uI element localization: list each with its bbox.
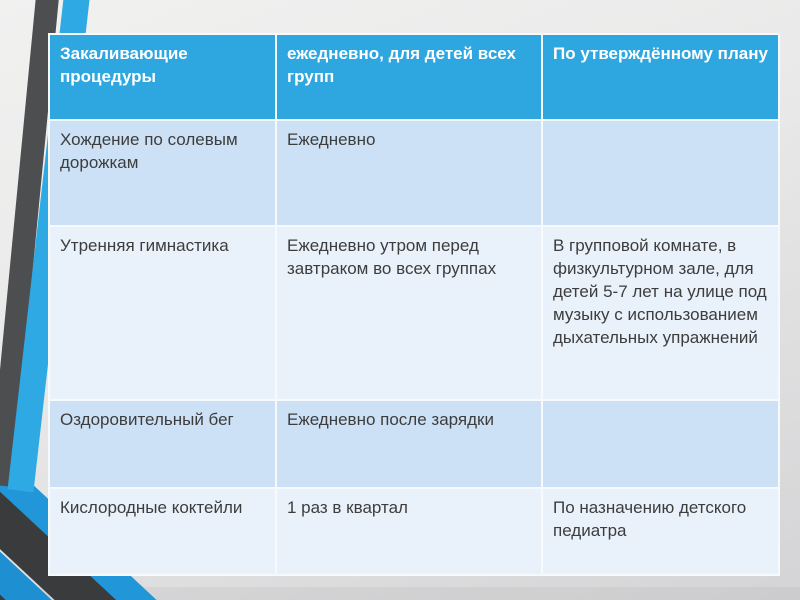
table-row: [50, 401, 778, 487]
table-cell: Ежедневно утром перед завтраком во всех группах: [277, 227, 541, 399]
table-cell: [543, 121, 778, 225]
table-header-row: [50, 35, 778, 119]
table-cell: Кислородные коктейли: [50, 489, 275, 574]
table-cell: В групповой комнате, в физкультурном зале, для детей 5-7 лет на улице под музыку с использованием дыхательных упражнений: [543, 227, 778, 399]
procedures-table: [48, 33, 780, 576]
table-row: [50, 121, 778, 225]
table-cell: По назначению детского педиатра: [543, 489, 778, 574]
table-cell: Оздоровительный бег: [50, 401, 275, 487]
column-header-approved-plan: По утверждённому плану: [543, 35, 778, 119]
table-cell: [543, 401, 778, 487]
table-cell: Утренняя гимнастика: [50, 227, 275, 399]
table-row: [50, 489, 778, 574]
column-header-procedures: Закаливающие процедуры: [50, 35, 275, 119]
table-cell: Ежедневно после зарядки: [277, 401, 541, 487]
table-cell: Ежедневно: [277, 121, 541, 225]
table-cell: Хождение по солевым дорожкам: [50, 121, 275, 225]
table-row: [50, 227, 778, 399]
table-cell: 1 раз в квартал: [277, 489, 541, 574]
column-header-daily-all-groups: ежедневно, для детей всех групп: [277, 35, 541, 119]
